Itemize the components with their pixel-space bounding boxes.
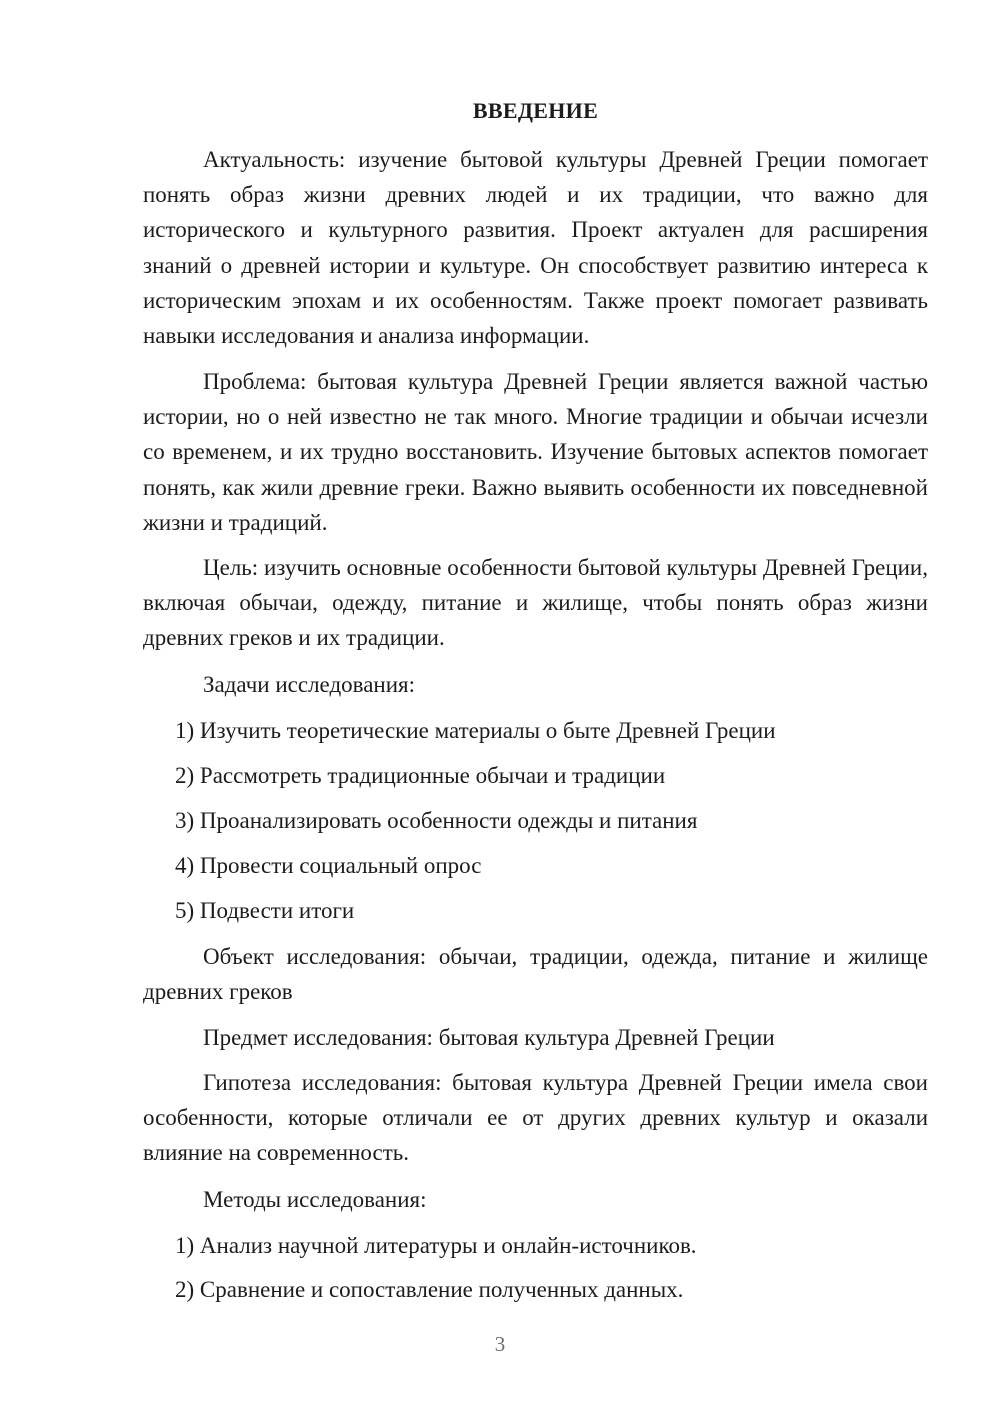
method-item-2: 2) Сравнение и сопоставление полученных данных. [175,1277,684,1302]
task-item-2: 2) Рассмотреть традиционные обычаи и традиции [175,763,666,788]
problem-paragraph: Проблема: бытовая культура Древней Греции является важной частью истории, но о ней известно не так много. Многие традиции и обычаи исчезли со временем, и их трудно восстановить. Изучение бытовых аспектов помогает понять, как жили древние греки. Важно выявить особенности их повседневной жизни и традиций. [143,369,928,535]
methods-title: Методы исследования: [203,1187,427,1212]
task-item-4: 4) Провести социальный опрос [175,853,482,878]
object-paragraph: Объект исследования: обычаи, традиции, одежда, питание и жилище древних греков [143,944,928,1005]
section-heading: ВВЕДЕНИЕ [472,98,599,123]
hypothesis-paragraph: Гипотеза исследования: бытовая культура Древней Греции имела свои особенности, которые отличали ее от других древних культур и оказали влияние на современность. [143,1070,928,1166]
task-item-5: 5) Подвести итоги [175,898,355,923]
tasks-title: Задачи исследования: [203,672,416,697]
task-item-3: 3) Проанализировать особенности одежды и питания [175,808,698,833]
goal-paragraph: Цель: изучить основные особенности бытовой культуры Древней Греции, включая обычаи, одежду, питание и жилище, чтобы понять образ жизни древних греков и их традиции. [143,555,928,651]
page-number: 3 [494,1332,506,1356]
method-item-1: 1) Анализ научной литературы и онлайн-источников. [175,1233,697,1258]
subject-paragraph: Предмет исследования: бытовая культура Древней Греции [203,1025,775,1050]
relevance-paragraph: Актуальность: изучение бытовой культуры Древней Греции помогает понять образ жизни древних людей и их традиции, что важно для исторического и культурного развития. Проект актуален для расширения знаний о древней истории и культуре. Он способствует развитию интереса к историческим эпохам и их особенностям. Также проект помогает развивать навыки исследования и анализа информации. [143,147,928,349]
task-item-1: 1) Изучить теоретические материалы о быте Древней Греции [175,718,776,743]
